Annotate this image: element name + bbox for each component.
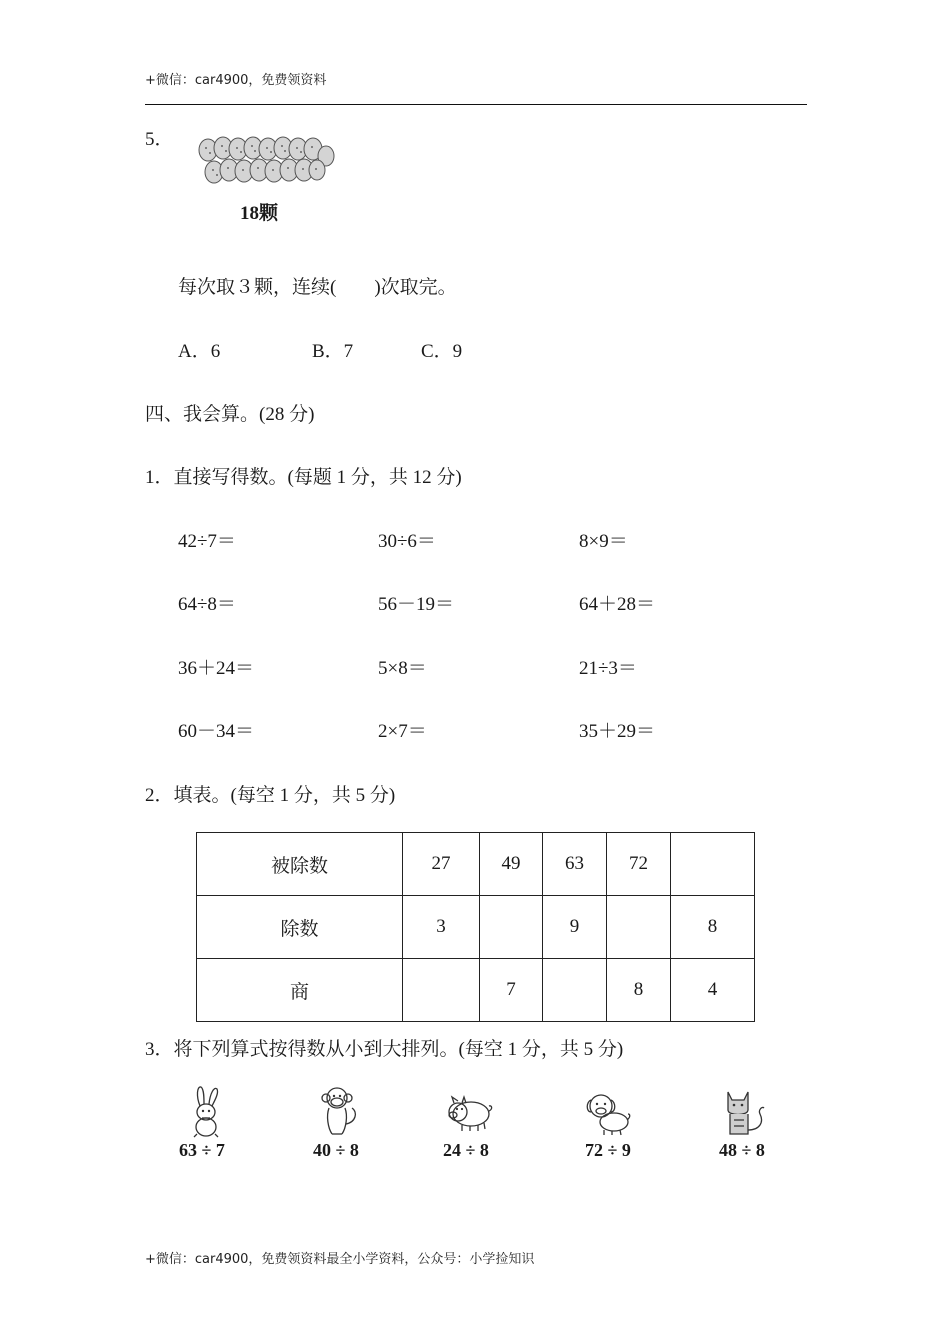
q2-title: 2．填表。(每空 1 分，共 5 分) (145, 785, 396, 806)
table-header-cell: 被除数 (197, 833, 403, 896)
table-cell: 63 (543, 833, 607, 896)
division-table (196, 832, 755, 1022)
pig-expression: 24 ÷ 8 (443, 1140, 489, 1160)
table-cell: 4 (671, 959, 755, 1022)
table-cell: 72 (607, 833, 671, 896)
q5-option-b: B．7 (312, 341, 354, 362)
table-row (197, 959, 755, 1022)
table-cell-blank[interactable] (543, 959, 607, 1022)
table-cell-blank[interactable] (607, 896, 671, 959)
cat-icon (720, 1086, 768, 1136)
table-cell: 9 (543, 896, 607, 959)
calc-item: 42÷7＝ (178, 531, 236, 552)
table-cell: 49 (480, 833, 543, 896)
q5-option-c: C．9 (421, 341, 463, 362)
table-cell: 8 (607, 959, 671, 1022)
table-cell: 3 (403, 896, 480, 959)
rabbit-icon (188, 1084, 224, 1138)
dog-icon (584, 1090, 632, 1136)
calc-item: 35＋29＝ (579, 721, 656, 742)
table-header-cell: 除数 (197, 896, 403, 959)
page-footer: +微信：car4900，免费领资料最全小学资料，公众号：小学捡知识 (145, 1252, 535, 1267)
q5-question: 每次取３颗，连续( )次取完。 (178, 277, 457, 298)
calc-item: 2×7＝ (378, 721, 427, 742)
calc-item: 8×9＝ (579, 531, 628, 552)
strawberries-image (196, 134, 338, 192)
table-cell: 27 (403, 833, 480, 896)
monkey-expression: 40 ÷ 8 (313, 1140, 359, 1160)
cat-expression: 48 ÷ 8 (719, 1140, 765, 1160)
calc-item: 64÷8＝ (178, 594, 236, 615)
calc-item: 5×8＝ (378, 658, 427, 679)
calc-item: 36＋24＝ (178, 658, 255, 679)
table-header-cell: 商 (197, 959, 403, 1022)
monkey-icon (318, 1084, 360, 1138)
q5-option-a: A．6 (178, 341, 221, 362)
calc-item: 60－34＝ (178, 721, 255, 742)
section4-title: 四、我会算。(28 分) (145, 404, 315, 425)
rabbit-expression: 63 ÷ 7 (179, 1140, 225, 1160)
table-cell-blank[interactable] (671, 833, 755, 896)
header-divider (145, 104, 807, 105)
q1-title: 1．直接写得数。(每题 1 分，共 12 分) (145, 467, 462, 488)
dog-expression: 72 ÷ 9 (585, 1140, 631, 1160)
table-cell-blank[interactable] (403, 959, 480, 1022)
calc-item: 64＋28＝ (579, 594, 656, 615)
table-cell-blank[interactable] (480, 896, 543, 959)
calc-item: 30÷6＝ (378, 531, 436, 552)
table-row (197, 896, 755, 959)
table-row (197, 833, 755, 896)
calc-item: 56－19＝ (378, 594, 455, 615)
calc-item: 21÷3＝ (579, 658, 637, 679)
strawberries-caption: 18颗 (240, 203, 279, 224)
page-header: +微信：car4900，免费领资料 (145, 73, 327, 88)
table-cell: 8 (671, 896, 755, 959)
q3-title: 3．将下列算式按得数从小到大排列。(每空 1 分，共 5 分) (145, 1039, 624, 1060)
pig-icon (444, 1094, 494, 1134)
q5-number: 5． (145, 129, 174, 150)
table-cell: 7 (480, 959, 543, 1022)
